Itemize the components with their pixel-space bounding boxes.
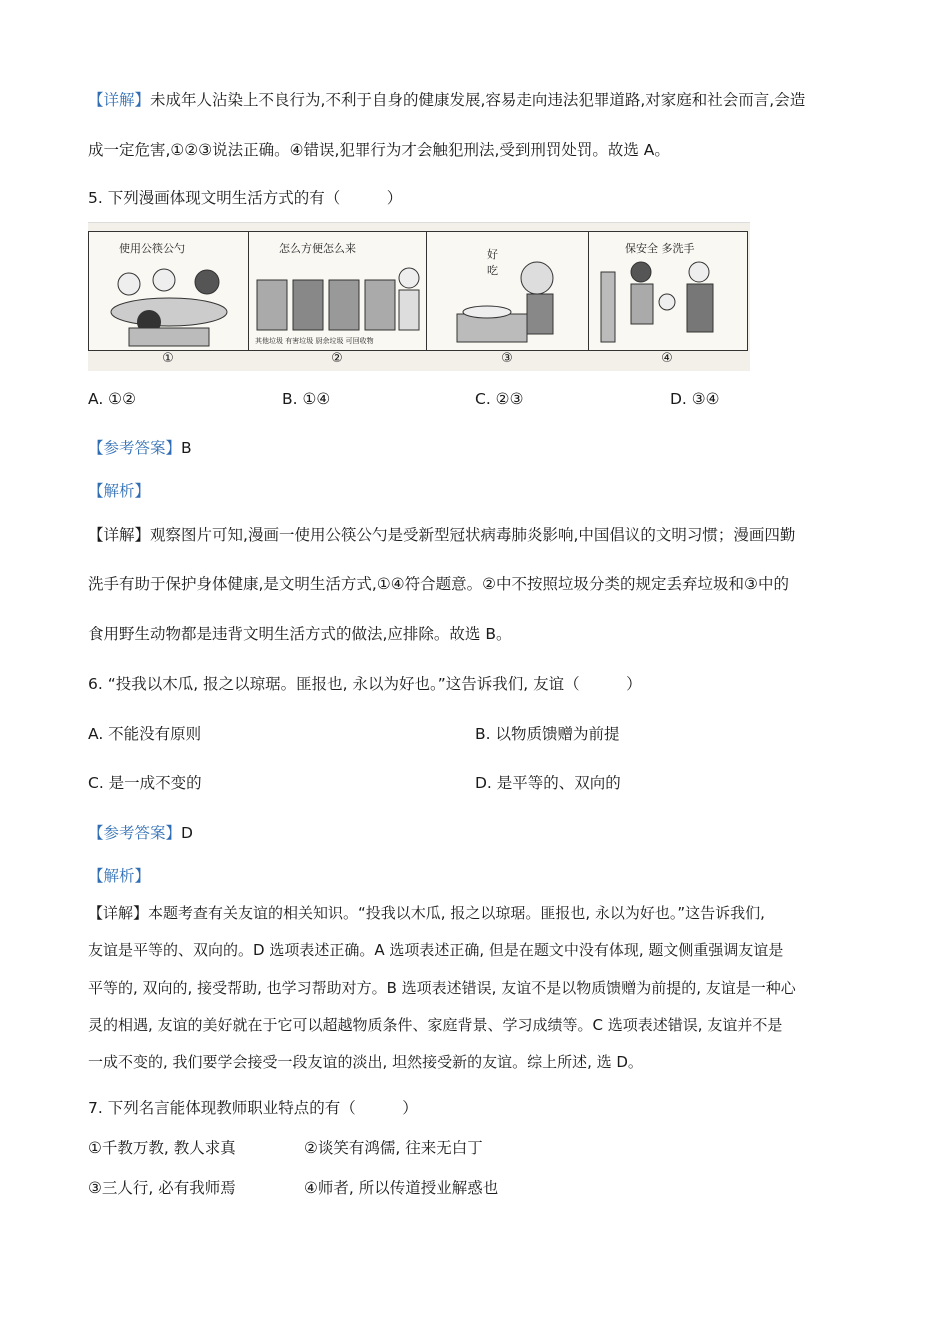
statement-1: ①千教万教, 教人求真: [88, 1139, 236, 1157]
comic-panel-number: ③: [501, 351, 513, 366]
detail-paragraph-line: 成一定危害,①②③说法正确。④错误,犯罪行为才会触犯刑法,受到刑罚处罚。故选 A。: [88, 141, 670, 159]
comic-panel-label: 怎么方便怎么来: [279, 242, 356, 255]
detail-paragraph-line: [88, 90, 805, 110]
analysis-tag: 【解析】: [88, 482, 151, 500]
detail-paragraph-line: 一成不变的, 我们要学会接受一段友谊的淡出, 坦然接受新的友谊。综上所述, 选 D。: [88, 1053, 643, 1071]
answer-line: [88, 438, 192, 458]
comic-panel-number: ④: [661, 351, 673, 366]
detail-paragraph-line: 灵的相遇, 友谊的美好就在于它可以超越物质条件、家庭背景、学习成绩等。C 选项表述错误, 友谊并不是: [88, 1016, 783, 1034]
option-c: C. ②③: [475, 390, 524, 408]
question-5-stem: 5. 下列漫画体现文明生活方式的有（ ）: [88, 189, 403, 207]
detail-paragraph-line: 平等的, 双向的, 接受帮助, 也学习帮助对方。B 选项表述错误, 友谊不是以物质馈赠为前提的, 友谊是一种心: [88, 979, 796, 997]
comic-panel-number: ②: [331, 351, 343, 366]
dining-illustration: [89, 232, 249, 350]
option-a: A. 不能没有原则: [88, 725, 202, 743]
question-7-stem: 7. 下列名言能体现教师职业特点的有（ ）: [88, 1099, 418, 1117]
question-6-stem: 6. “投我以木瓜, 报之以琼琚。匪报也, 永以为好也。”这告诉我们, 友谊（ ）: [88, 675, 642, 693]
comic-panel-label: 使用公筷公勺: [119, 242, 185, 255]
handwashing-illustration: [589, 232, 747, 350]
comic-panel-4: [588, 231, 748, 351]
detail-text: 观察图片可知,漫画一使用公筷公勺是受新型冠状病毒肺炎影响,中国倡议的文明习惯；漫画四勤: [150, 526, 796, 544]
option-c: C. 是一成不变的: [88, 774, 202, 792]
answer-line: [88, 823, 193, 843]
detail-paragraph-line: 友谊是平等的、双向的。D 选项表述正确。A 选项表述正确, 但是在题文中没有体现, 题文侧重强调友谊是: [88, 941, 784, 959]
detail-paragraph-line: 洗手有助于保护身体健康,是文明生活方式,①④符合题意。②中不按照垃圾分类的规定丢弃垃圾和③中的: [88, 575, 789, 593]
detail-text: 本题考查有关友谊的相关知识。“投我以木瓜, 报之以琼琚。匪报也, 永以为好也。”这告诉我们,: [148, 904, 765, 922]
option-b: B. ①④: [282, 390, 331, 408]
answer-tag: 【参考答案】: [88, 824, 182, 842]
statement-4: ④师者, 所以传道授业解惑也: [304, 1179, 499, 1197]
detail-paragraph-line: 食用野生动物都是违背文明生活方式的做法,应排除。故选 B。: [88, 625, 512, 643]
comic-panel-number: ①: [162, 351, 174, 366]
bin-labels: 其他垃圾 有害垃圾 厨余垃圾 可回收物: [255, 337, 374, 345]
option-a: A. ①②: [88, 390, 136, 408]
answer-value: D: [181, 824, 193, 842]
detail-text: 未成年人沾染上不良行为,不利于自身的健康发展,容易走向违法犯罪道路,对家庭和社会而言,会造: [150, 91, 806, 109]
comic-strip: [88, 222, 750, 371]
comic-panel-2: [248, 231, 428, 351]
statement-2: ②谈笑有鸿儒, 往来无白丁: [304, 1139, 483, 1157]
eating-illustration: [427, 232, 589, 350]
comic-panel-3: [426, 231, 590, 351]
statement-3: ③三人行, 必有我师焉: [88, 1179, 236, 1197]
option-d: D. ③④: [670, 390, 720, 408]
answer-tag: 【参考答案】: [88, 439, 182, 457]
trash-bins-illustration: [249, 232, 427, 350]
option-b: B. 以物质馈赠为前提: [475, 725, 620, 743]
comic-panel-label: 好吃: [487, 248, 498, 277]
option-d: D. 是平等的、双向的: [475, 774, 621, 792]
analysis-tag: 【解析】: [88, 867, 151, 885]
comic-panel-label: 保安全 多洗手: [625, 242, 695, 255]
detail-tag: 【详解】: [88, 91, 151, 109]
detail-paragraph-line: [88, 525, 795, 545]
comic-panel-1: [88, 231, 250, 351]
answer-value: B: [181, 439, 192, 457]
detail-paragraph-line: [88, 903, 765, 923]
detail-tag: 【详解】: [88, 904, 149, 922]
detail-tag: 【详解】: [88, 526, 151, 544]
